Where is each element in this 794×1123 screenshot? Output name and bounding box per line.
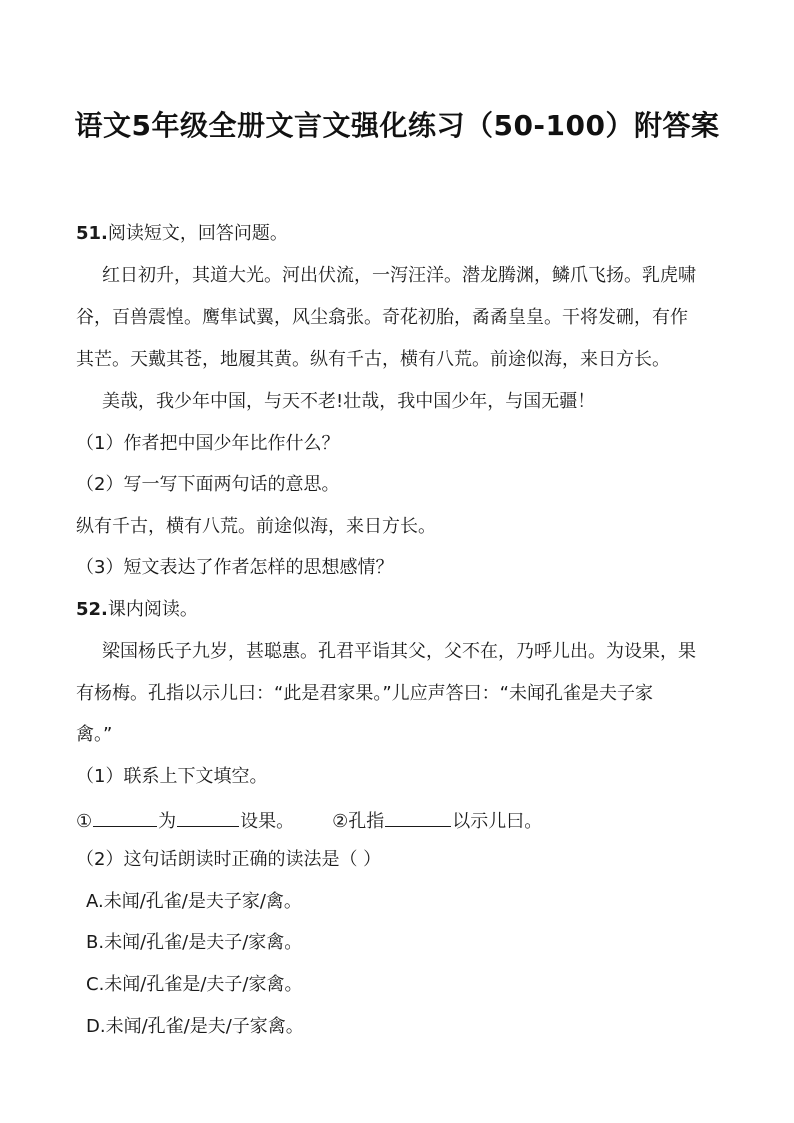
document-title: 语文5年级全册文言文强化练习（50-100）附答案 [74, 109, 720, 142]
q52-option-a[interactable]: A.未闻/孔雀/是夫子家/禽。 [86, 891, 302, 912]
fill-b-suffix: 以示儿曰。 [452, 811, 543, 832]
fill-blank-1[interactable] [93, 806, 157, 827]
q51-subquestion-2-quote: 纵有千古，横有八荒。前途似海，来日方长。 [76, 516, 436, 537]
q52-option-b[interactable]: B.未闻/孔雀/是夫子/家禽。 [86, 932, 303, 953]
fill-a-suffix: 设果。 [240, 811, 295, 832]
q52-subquestion-1: （1）联系上下文填空。 [76, 766, 268, 787]
q51-passage-line-2: 谷，百兽震惶。鹰隼试翼，风尘翕张。奇花初胎，矞矞皇皇。干将发硎，有作 [76, 307, 688, 328]
fill-a-mid: 为 [158, 811, 177, 832]
fill-a-prefix: ① [76, 811, 93, 832]
fill-blank-3[interactable] [385, 806, 451, 827]
q51-subquestion-3: （3）短文表达了作者怎样的思想感情？ [76, 557, 394, 578]
q51-passage-line-1: 红日初升，其道大光。河出伏流，一泻汪洋。潜龙腾渊，鳞爪飞扬。乳虎啸 [102, 265, 696, 286]
q51-subquestion-2: （2）写一写下面两句话的意思。 [76, 474, 340, 495]
question-52-number: 52. [76, 599, 108, 620]
q52-option-d[interactable]: D.未闻/孔雀/是夫/子家禽。 [86, 1016, 304, 1037]
fill-blank-2[interactable] [177, 806, 239, 827]
question-51-number: 51. [76, 223, 108, 244]
question-51-prompt: 阅读短文，回答问题。 [107, 223, 288, 244]
q52-passage-line-2: 有杨梅。孔指以示儿曰：“此是君家果。”儿应声答曰：“未闻孔雀是夫子家 [76, 683, 653, 704]
q52-fill-in-line [76, 806, 542, 834]
q51-passage-line-3: 其芒。天戴其苍，地履其黄。纵有千古，横有八荒。前途似海，来日方长。 [76, 349, 670, 370]
q52-passage-line-1: 梁国杨氏子九岁，甚聪惠。孔君平诣其父，父不在，乃呼儿出。为设果，果 [102, 641, 696, 662]
q52-subquestion-2: （2）这句话朗读时正确的读法是（ ） [76, 849, 382, 870]
q51-subquestion-1: （1）作者把中国少年比作什么？ [76, 433, 340, 454]
question-51-heading [76, 222, 288, 246]
fill-b-prefix: ②孔指 [332, 811, 385, 832]
question-52-heading [76, 598, 198, 622]
q52-option-c[interactable]: C.未闻/孔雀是/夫子/家禽。 [86, 974, 303, 995]
q51-passage-line-4: 美哉，我少年中国，与天不老!壮哉，我中国少年，与国无疆！ [102, 391, 596, 412]
q52-passage-line-3: 禽。” [76, 724, 113, 745]
question-52-prompt: 课内阅读。 [107, 599, 198, 620]
